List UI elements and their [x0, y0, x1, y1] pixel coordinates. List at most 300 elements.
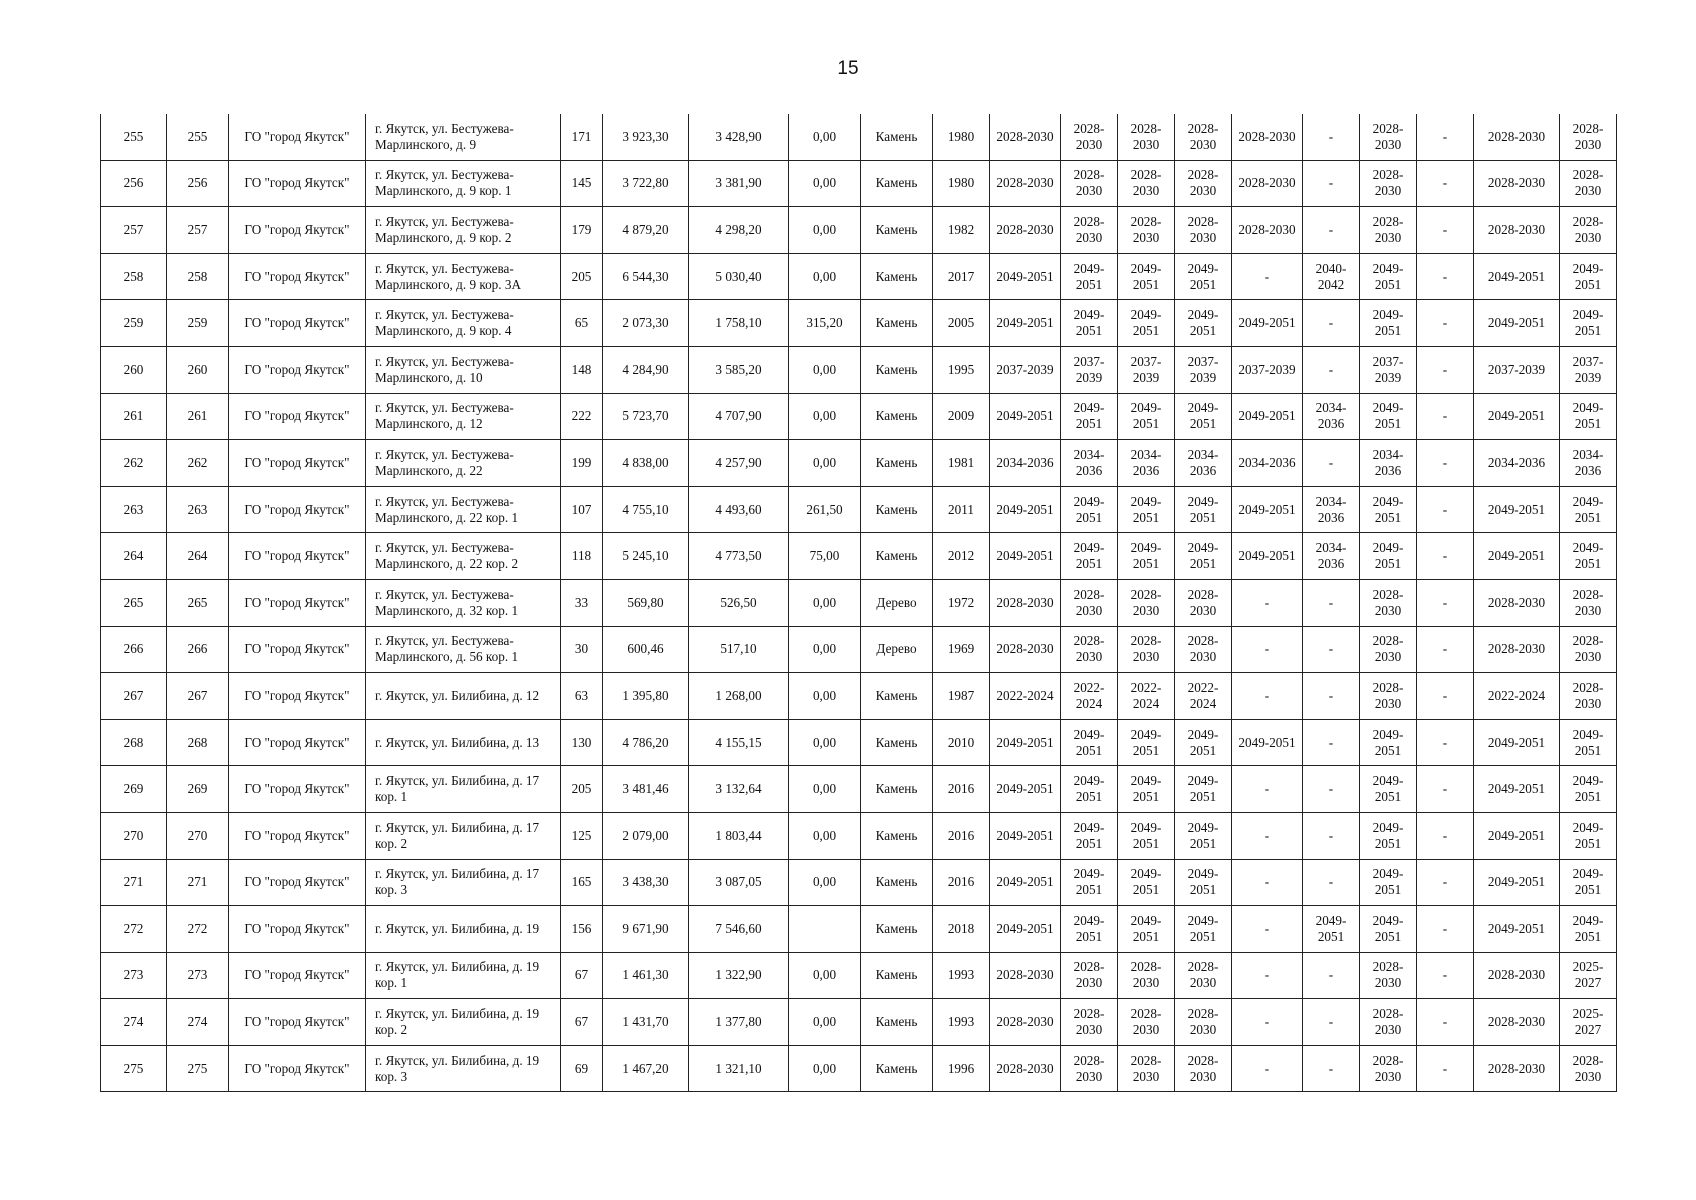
work-period-cell-8: -	[1417, 300, 1474, 347]
work-period-cell-8: -	[1417, 114, 1474, 160]
row-number-cell: 271	[101, 859, 167, 906]
work-period-cell-5: -	[1232, 579, 1303, 626]
work-period-cell-9: 2049-2051	[1474, 393, 1560, 440]
work-period-cell-5: -	[1232, 626, 1303, 673]
row-number-cell: 267	[101, 673, 167, 720]
row-number-cell: 260	[101, 346, 167, 393]
address-cell: г. Якутск, ул. Бестужева-Марлинского, д. 22 кор. 1	[366, 486, 561, 533]
work-period-cell-3: 2049-2051	[1118, 300, 1175, 347]
work-period-cell-9: 2049-2051	[1474, 812, 1560, 859]
registry-number-cell: 268	[167, 719, 229, 766]
work-period-cell-4: 2028-2030	[1175, 160, 1232, 207]
work-period-cell-5: 2049-2051	[1232, 486, 1303, 533]
table-row	[101, 626, 1617, 673]
work-period-cell-1: 2049-2051	[990, 533, 1061, 580]
work-period-cell-7: 2028-2030	[1360, 114, 1417, 160]
living-area-cell: 3 381,90	[689, 160, 789, 207]
work-period-cell-2: 2049-2051	[1061, 906, 1118, 953]
work-period-cell-6: -	[1303, 952, 1360, 999]
work-period-cell-6: -	[1303, 673, 1360, 720]
work-period-cell-6: -	[1303, 440, 1360, 487]
work-period-cell-4: 2028-2030	[1175, 626, 1232, 673]
residents-cell: 63	[561, 673, 603, 720]
living-area-cell: 1 321,10	[689, 1045, 789, 1092]
residents-cell: 165	[561, 859, 603, 906]
work-period-cell-7: 2028-2030	[1360, 1045, 1417, 1092]
work-period-cell-3: 2049-2051	[1118, 812, 1175, 859]
work-period-cell-1: 2049-2051	[990, 300, 1061, 347]
work-period-cell-8: -	[1417, 533, 1474, 580]
work-period-cell-10: 2028-2030	[1560, 114, 1617, 160]
address-cell: г. Якутск, ул. Билибина, д. 17 кор. 3	[366, 859, 561, 906]
municipality-cell: ГО "город Якутск"	[229, 812, 366, 859]
address-cell: г. Якутск, ул. Билибина, д. 13	[366, 719, 561, 766]
work-period-cell-3: 2049-2051	[1118, 486, 1175, 533]
work-period-cell-10: 2028-2030	[1560, 207, 1617, 254]
work-period-cell-8: -	[1417, 393, 1474, 440]
work-period-cell-10: 2049-2051	[1560, 906, 1617, 953]
work-period-cell-2: 2028-2030	[1061, 1045, 1118, 1092]
work-period-cell-2: 2049-2051	[1061, 253, 1118, 300]
work-period-cell-5: -	[1232, 253, 1303, 300]
living-area-cell: 1 322,90	[689, 952, 789, 999]
work-period-cell-10: 2025-2027	[1560, 999, 1617, 1046]
total-area-cell: 2 079,00	[603, 812, 689, 859]
work-period-cell-3: 2028-2030	[1118, 114, 1175, 160]
build-year-cell: 2011	[933, 486, 990, 533]
nonliving-area-cell: 0,00	[789, 999, 861, 1046]
address-cell: г. Якутск, ул. Бестужева-Марлинского, д. 9	[366, 114, 561, 160]
wall-material-cell: Камень	[861, 999, 933, 1046]
work-period-cell-10: 2028-2030	[1560, 673, 1617, 720]
residents-cell: 67	[561, 952, 603, 999]
registry-number-cell: 266	[167, 626, 229, 673]
work-period-cell-10: 2049-2051	[1560, 300, 1617, 347]
work-period-cell-5: -	[1232, 999, 1303, 1046]
work-period-cell-9: 2028-2030	[1474, 207, 1560, 254]
row-number-cell: 259	[101, 300, 167, 347]
work-period-cell-9: 2028-2030	[1474, 626, 1560, 673]
address-cell: г. Якутск, ул. Бестужева-Марлинского, д. 32 кор. 1	[366, 579, 561, 626]
build-year-cell: 2018	[933, 906, 990, 953]
registry-number-cell: 275	[167, 1045, 229, 1092]
row-number-cell: 275	[101, 1045, 167, 1092]
address-cell: г. Якутск, ул. Бестужева-Марлинского, д. 9 кор. 2	[366, 207, 561, 254]
work-period-cell-1: 2022-2024	[990, 673, 1061, 720]
registry-number-cell: 270	[167, 812, 229, 859]
work-period-cell-1: 2049-2051	[990, 812, 1061, 859]
work-period-cell-9: 2028-2030	[1474, 160, 1560, 207]
wall-material-cell: Камень	[861, 393, 933, 440]
work-period-cell-9: 2028-2030	[1474, 579, 1560, 626]
work-period-cell-9: 2028-2030	[1474, 999, 1560, 1046]
work-period-cell-3: 2049-2051	[1118, 393, 1175, 440]
work-period-cell-9: 2028-2030	[1474, 114, 1560, 160]
municipality-cell: ГО "город Якутск"	[229, 859, 366, 906]
work-period-cell-4: 2049-2051	[1175, 533, 1232, 580]
wall-material-cell: Камень	[861, 812, 933, 859]
total-area-cell: 9 671,90	[603, 906, 689, 953]
address-cell: г. Якутск, ул. Бестужева-Марлинского, д. 9 кор. 1	[366, 160, 561, 207]
work-period-cell-5: 2028-2030	[1232, 160, 1303, 207]
work-period-cell-5: -	[1232, 673, 1303, 720]
page-number: 15	[837, 58, 859, 79]
work-period-cell-6: 2034-2036	[1303, 393, 1360, 440]
work-period-cell-2: 2034-2036	[1061, 440, 1118, 487]
work-period-cell-3: 2037-2039	[1118, 346, 1175, 393]
wall-material-cell: Камень	[861, 440, 933, 487]
work-period-cell-6: -	[1303, 579, 1360, 626]
work-period-cell-1: 2049-2051	[990, 253, 1061, 300]
total-area-cell: 6 544,30	[603, 253, 689, 300]
registry-number-cell: 271	[167, 859, 229, 906]
address-cell: г. Якутск, ул. Билибина, д. 19	[366, 906, 561, 953]
table-row	[101, 579, 1617, 626]
table-row	[101, 906, 1617, 953]
registry-number-cell: 267	[167, 673, 229, 720]
work-period-cell-6: 2034-2036	[1303, 533, 1360, 580]
residents-cell: 222	[561, 393, 603, 440]
work-period-cell-1: 2049-2051	[990, 393, 1061, 440]
total-area-cell: 4 786,20	[603, 719, 689, 766]
work-period-cell-1: 2028-2030	[990, 952, 1061, 999]
living-area-cell: 4 707,90	[689, 393, 789, 440]
municipality-cell: ГО "город Якутск"	[229, 486, 366, 533]
wall-material-cell: Камень	[861, 486, 933, 533]
work-period-cell-9: 2034-2036	[1474, 440, 1560, 487]
wall-material-cell: Камень	[861, 114, 933, 160]
table-row	[101, 859, 1617, 906]
table-row	[101, 486, 1617, 533]
work-period-cell-3: 2049-2051	[1118, 533, 1175, 580]
nonliving-area-cell: 261,50	[789, 486, 861, 533]
work-period-cell-8: -	[1417, 253, 1474, 300]
work-period-cell-5: 2037-2039	[1232, 346, 1303, 393]
municipality-cell: ГО "город Якутск"	[229, 952, 366, 999]
work-period-cell-4: 2049-2051	[1175, 859, 1232, 906]
work-period-cell-10: 2049-2051	[1560, 393, 1617, 440]
work-period-cell-8: -	[1417, 999, 1474, 1046]
wall-material-cell: Камень	[861, 1045, 933, 1092]
municipality-cell: ГО "город Якутск"	[229, 253, 366, 300]
work-period-cell-9: 2028-2030	[1474, 952, 1560, 999]
residents-cell: 118	[561, 533, 603, 580]
work-period-cell-9: 2049-2051	[1474, 906, 1560, 953]
build-year-cell: 2009	[933, 393, 990, 440]
municipality-cell: ГО "город Якутск"	[229, 393, 366, 440]
residents-cell: 199	[561, 440, 603, 487]
row-number-cell: 257	[101, 207, 167, 254]
work-period-cell-8: -	[1417, 952, 1474, 999]
work-period-cell-9: 2049-2051	[1474, 253, 1560, 300]
address-cell: г. Якутск, ул. Бестужева-Марлинского, д. 22	[366, 440, 561, 487]
total-area-cell: 1 395,80	[603, 673, 689, 720]
work-period-cell-1: 2028-2030	[990, 999, 1061, 1046]
work-period-cell-3: 2049-2051	[1118, 719, 1175, 766]
nonliving-area-cell: 0,00	[789, 859, 861, 906]
work-period-cell-4: 2049-2051	[1175, 812, 1232, 859]
residents-cell: 156	[561, 906, 603, 953]
work-period-cell-4: 2028-2030	[1175, 207, 1232, 254]
municipality-cell: ГО "город Якутск"	[229, 999, 366, 1046]
registry-number-cell: 264	[167, 533, 229, 580]
build-year-cell: 1980	[933, 160, 990, 207]
work-period-cell-2: 2028-2030	[1061, 626, 1118, 673]
work-period-cell-6: -	[1303, 1045, 1360, 1092]
wall-material-cell: Камень	[861, 859, 933, 906]
table-row	[101, 114, 1617, 160]
build-year-cell: 2012	[933, 533, 990, 580]
registry-number-cell: 258	[167, 253, 229, 300]
build-year-cell: 1996	[933, 1045, 990, 1092]
work-period-cell-2: 2022-2024	[1061, 673, 1118, 720]
work-period-cell-7: 2049-2051	[1360, 486, 1417, 533]
work-period-cell-10: 2028-2030	[1560, 579, 1617, 626]
table-row	[101, 393, 1617, 440]
municipality-cell: ГО "город Якутск"	[229, 300, 366, 347]
nonliving-area-cell: 0,00	[789, 1045, 861, 1092]
work-period-cell-7: 2028-2030	[1360, 999, 1417, 1046]
nonliving-area-cell: 0,00	[789, 673, 861, 720]
residents-cell: 171	[561, 114, 603, 160]
work-period-cell-3: 2028-2030	[1118, 160, 1175, 207]
work-period-cell-2: 2028-2030	[1061, 999, 1118, 1046]
total-area-cell: 4 755,10	[603, 486, 689, 533]
residents-cell: 107	[561, 486, 603, 533]
work-period-cell-9: 2028-2030	[1474, 1045, 1560, 1092]
build-year-cell: 1982	[933, 207, 990, 254]
work-period-cell-4: 2049-2051	[1175, 906, 1232, 953]
build-year-cell: 1969	[933, 626, 990, 673]
table-row	[101, 952, 1617, 999]
wall-material-cell: Камень	[861, 160, 933, 207]
work-period-cell-7: 2049-2051	[1360, 766, 1417, 813]
total-area-cell: 3 722,80	[603, 160, 689, 207]
work-period-cell-3: 2049-2051	[1118, 906, 1175, 953]
work-period-cell-2: 2049-2051	[1061, 859, 1118, 906]
registry-number-cell: 265	[167, 579, 229, 626]
address-cell: г. Якутск, ул. Бестужева-Марлинского, д. 56 кор. 1	[366, 626, 561, 673]
work-period-cell-1: 2037-2039	[990, 346, 1061, 393]
work-period-cell-4: 2028-2030	[1175, 1045, 1232, 1092]
work-period-cell-10: 2049-2051	[1560, 812, 1617, 859]
total-area-cell: 4 838,00	[603, 440, 689, 487]
work-period-cell-3: 2049-2051	[1118, 253, 1175, 300]
build-year-cell: 2005	[933, 300, 990, 347]
work-period-cell-7: 2049-2051	[1360, 859, 1417, 906]
work-period-cell-6: -	[1303, 300, 1360, 347]
build-year-cell: 2010	[933, 719, 990, 766]
work-period-cell-9: 2022-2024	[1474, 673, 1560, 720]
work-period-cell-8: -	[1417, 1045, 1474, 1092]
work-period-cell-10: 2028-2030	[1560, 1045, 1617, 1092]
work-period-cell-8: -	[1417, 719, 1474, 766]
registry-number-cell: 261	[167, 393, 229, 440]
work-period-cell-3: 2028-2030	[1118, 999, 1175, 1046]
nonliving-area-cell: 0,00	[789, 952, 861, 999]
work-period-cell-6: -	[1303, 719, 1360, 766]
living-area-cell: 7 546,60	[689, 906, 789, 953]
work-period-cell-1: 2028-2030	[990, 207, 1061, 254]
work-period-cell-5: -	[1232, 766, 1303, 813]
work-period-cell-5: -	[1232, 1045, 1303, 1092]
registry-number-cell: 259	[167, 300, 229, 347]
address-cell: г. Якутск, ул. Бестужева-Марлинского, д. 22 кор. 2	[366, 533, 561, 580]
wall-material-cell: Камень	[861, 952, 933, 999]
work-period-cell-2: 2049-2051	[1061, 766, 1118, 813]
work-period-cell-2: 2049-2051	[1061, 719, 1118, 766]
work-period-cell-5: 2049-2051	[1232, 719, 1303, 766]
work-period-cell-6: -	[1303, 207, 1360, 254]
address-cell: г. Якутск, ул. Билибина, д. 19 кор. 2	[366, 999, 561, 1046]
living-area-cell: 4 493,60	[689, 486, 789, 533]
table-row	[101, 812, 1617, 859]
nonliving-area-cell: 0,00	[789, 207, 861, 254]
address-cell: г. Якутск, ул. Бестужева-Марлинского, д. 9 кор. 3А	[366, 253, 561, 300]
build-year-cell: 1995	[933, 346, 990, 393]
nonliving-area-cell: 0,00	[789, 579, 861, 626]
build-year-cell: 2017	[933, 253, 990, 300]
table-row	[101, 719, 1617, 766]
registry-number-cell: 256	[167, 160, 229, 207]
residents-cell: 145	[561, 160, 603, 207]
wall-material-cell: Камень	[861, 300, 933, 347]
work-period-cell-9: 2049-2051	[1474, 719, 1560, 766]
work-period-cell-5: -	[1232, 859, 1303, 906]
work-period-cell-7: 2028-2030	[1360, 673, 1417, 720]
build-year-cell: 1980	[933, 114, 990, 160]
registry-number-cell: 273	[167, 952, 229, 999]
registry-number-cell: 255	[167, 114, 229, 160]
work-period-cell-6: 2049-2051	[1303, 906, 1360, 953]
wall-material-cell: Камень	[861, 906, 933, 953]
row-number-cell: 264	[101, 533, 167, 580]
total-area-cell: 1 461,30	[603, 952, 689, 999]
work-period-cell-6: -	[1303, 812, 1360, 859]
registry-number-cell: 263	[167, 486, 229, 533]
work-period-cell-9: 2049-2051	[1474, 300, 1560, 347]
nonliving-area-cell: 75,00	[789, 533, 861, 580]
work-period-cell-2: 2049-2051	[1061, 812, 1118, 859]
table-row	[101, 300, 1617, 347]
work-period-cell-9: 2049-2051	[1474, 766, 1560, 813]
work-period-cell-2: 2028-2030	[1061, 114, 1118, 160]
work-period-cell-1: 2049-2051	[990, 486, 1061, 533]
work-period-cell-1: 2049-2051	[990, 906, 1061, 953]
residents-cell: 65	[561, 300, 603, 347]
work-period-cell-2: 2028-2030	[1061, 579, 1118, 626]
work-period-cell-3: 2022-2024	[1118, 673, 1175, 720]
nonliving-area-cell: 0,00	[789, 114, 861, 160]
work-period-cell-7: 2028-2030	[1360, 207, 1417, 254]
work-period-cell-6: -	[1303, 626, 1360, 673]
work-period-cell-7: 2028-2030	[1360, 160, 1417, 207]
municipality-cell: ГО "город Якутск"	[229, 906, 366, 953]
work-period-cell-7: 2028-2030	[1360, 626, 1417, 673]
nonliving-area-cell	[789, 906, 861, 953]
registry-number-cell: 274	[167, 999, 229, 1046]
work-period-cell-8: -	[1417, 160, 1474, 207]
residents-cell: 205	[561, 253, 603, 300]
work-period-cell-2: 2049-2051	[1061, 300, 1118, 347]
nonliving-area-cell: 0,00	[789, 393, 861, 440]
work-period-cell-8: -	[1417, 486, 1474, 533]
work-period-cell-4: 2037-2039	[1175, 346, 1232, 393]
nonliving-area-cell: 0,00	[789, 160, 861, 207]
row-number-cell: 269	[101, 766, 167, 813]
row-number-cell: 261	[101, 393, 167, 440]
nonliving-area-cell: 0,00	[789, 440, 861, 487]
work-period-cell-2: 2049-2051	[1061, 533, 1118, 580]
table-row	[101, 207, 1617, 254]
work-period-cell-9: 2037-2039	[1474, 346, 1560, 393]
living-area-cell: 1 803,44	[689, 812, 789, 859]
build-year-cell: 1981	[933, 440, 990, 487]
wall-material-cell: Дерево	[861, 579, 933, 626]
work-period-cell-1: 2028-2030	[990, 114, 1061, 160]
work-period-cell-7: 2049-2051	[1360, 300, 1417, 347]
work-period-cell-1: 2034-2036	[990, 440, 1061, 487]
work-period-cell-4: 2022-2024	[1175, 673, 1232, 720]
address-cell: г. Якутск, ул. Бестужева-Марлинского, д. 10	[366, 346, 561, 393]
residents-cell: 205	[561, 766, 603, 813]
work-period-cell-7: 2049-2051	[1360, 812, 1417, 859]
nonliving-area-cell: 315,20	[789, 300, 861, 347]
work-period-cell-4: 2028-2030	[1175, 114, 1232, 160]
table-row	[101, 160, 1617, 207]
work-period-cell-1: 2028-2030	[990, 1045, 1061, 1092]
work-period-cell-8: -	[1417, 859, 1474, 906]
work-period-cell-10: 2049-2051	[1560, 253, 1617, 300]
work-period-cell-6: -	[1303, 346, 1360, 393]
registry-number-cell: 262	[167, 440, 229, 487]
work-period-cell-4: 2049-2051	[1175, 486, 1232, 533]
work-period-cell-7: 2028-2030	[1360, 579, 1417, 626]
work-period-cell-8: -	[1417, 579, 1474, 626]
work-period-cell-8: -	[1417, 906, 1474, 953]
build-year-cell: 1972	[933, 579, 990, 626]
row-number-cell: 262	[101, 440, 167, 487]
registry-number-cell: 269	[167, 766, 229, 813]
work-period-cell-5: 2049-2051	[1232, 300, 1303, 347]
row-number-cell: 256	[101, 160, 167, 207]
registry-number-cell: 260	[167, 346, 229, 393]
table-row	[101, 999, 1617, 1046]
living-area-cell: 526,50	[689, 579, 789, 626]
work-period-cell-2: 2028-2030	[1061, 160, 1118, 207]
work-period-cell-10: 2049-2051	[1560, 859, 1617, 906]
work-period-cell-4: 2049-2051	[1175, 719, 1232, 766]
row-number-cell: 268	[101, 719, 167, 766]
work-period-cell-9: 2049-2051	[1474, 533, 1560, 580]
living-area-cell: 3 585,20	[689, 346, 789, 393]
municipality-cell: ГО "город Якутск"	[229, 766, 366, 813]
living-area-cell: 3 428,90	[689, 114, 789, 160]
work-period-cell-3: 2028-2030	[1118, 626, 1175, 673]
row-number-cell: 258	[101, 253, 167, 300]
wall-material-cell: Камень	[861, 346, 933, 393]
work-period-cell-7: 2049-2051	[1360, 253, 1417, 300]
nonliving-area-cell: 0,00	[789, 626, 861, 673]
total-area-cell: 600,46	[603, 626, 689, 673]
row-number-cell: 272	[101, 906, 167, 953]
work-period-cell-2: 2028-2030	[1061, 207, 1118, 254]
work-period-cell-9: 2049-2051	[1474, 486, 1560, 533]
wall-material-cell: Камень	[861, 533, 933, 580]
build-year-cell: 2016	[933, 812, 990, 859]
work-period-cell-10: 2049-2051	[1560, 719, 1617, 766]
work-period-cell-2: 2049-2051	[1061, 393, 1118, 440]
